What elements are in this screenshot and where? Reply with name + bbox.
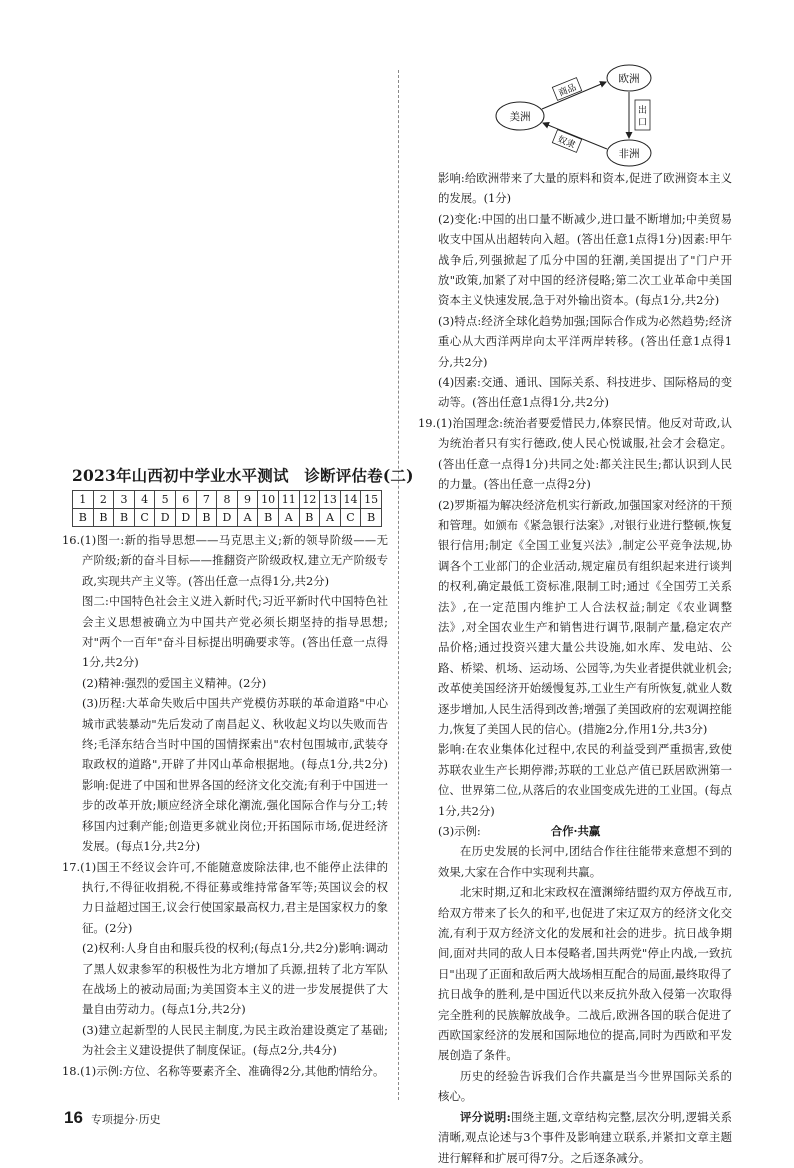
q-answer: B	[73, 509, 94, 527]
q-answer: C	[340, 509, 361, 527]
exam-title: 2023年山西初中学业水平测试 诊断评估卷(二)	[72, 466, 414, 485]
q-number: 6	[175, 491, 196, 509]
q-answer: B	[361, 509, 382, 527]
scoring-text: 围绕主题,文章结构完整,层次分明,逻辑关系清晰,观点论述与3个事件及影响建立联系,并紧扣文章主题进行解释和扩展可得7分。之后逐条减分。	[438, 1109, 732, 1165]
scoring-note	[418, 1107, 732, 1168]
page-footer	[64, 1108, 161, 1128]
q17-part2: (2)权利:人身自由和服兵役的权利;(每点1分,共2分)影响:调动了黑人奴隶参军的积极性为北方增加了兵源,扭转了北方军队在战场上的被动局面;为美国资本主义的进一步发展提供了大量自由劳动力。(每点1分,共2分)	[82, 941, 388, 1017]
trade-triangle-diagram	[490, 62, 680, 170]
q-answer: A	[320, 509, 341, 527]
q19-part3-header	[418, 821, 732, 841]
edge-label-slaves: 奴隶	[556, 134, 577, 151]
q18-part4: (4)因素:交通、通讯、国际关系、科技进步、国际格局的变动等。(答出任意1点得1分,共2分)	[438, 375, 732, 410]
q-answer: A	[278, 509, 299, 527]
answer-table-answers-row	[73, 509, 382, 527]
q-number: 5	[155, 491, 176, 509]
q-number: 10	[258, 491, 279, 509]
edge-label-goods: 商品	[557, 82, 578, 99]
q-answer: C	[134, 509, 155, 527]
q-answer: B	[196, 509, 217, 527]
q-number: 14	[340, 491, 361, 509]
scoring-label: 评分说明:	[460, 1109, 511, 1124]
node-africa-label: 非洲	[618, 148, 640, 160]
q18-impact: 影响:给欧洲带来了大量的原料和资本,促进了欧洲资本主义的发展。(1分)	[438, 171, 732, 206]
q-number: 11	[278, 491, 299, 509]
q-number: 2	[93, 491, 114, 509]
q-number: 13	[320, 491, 341, 509]
q-number: 8	[217, 491, 238, 509]
q-answer: B	[114, 509, 135, 527]
answer-table-numbers-row	[73, 491, 382, 509]
essay-paragraph-3: 历史的经验告诉我们合作共赢是当今世界国际关系的核心。	[438, 1068, 732, 1104]
q18-part2: (2)变化:中国的出口量不断减少,进口量不断增加;中美贸易收支中国从出超转向入超。(答出任意1点得1分)因素:甲午战争后,列强掀起了瓜分中国的狂潮,美国提出了"门户开放"政策,加紧了对中国的经济侵略;第二次工业革命中美国资本主义快速发展,急于对外输出资本。(每点1分,共2分)	[438, 211, 732, 308]
q-answer: D	[175, 509, 196, 527]
q-answer: B	[299, 509, 320, 527]
q17-part1: 17.(1)国王不经议会许可,不能随意废除法律,也不能停止法律的执行,不得征收捐税,不得征募或维持常备军等;英国议会的权力日益超过国王,议会行使国家最高权力,君主是国家权力的象征。(2分)	[62, 859, 388, 935]
essay-title: 合作·共赢	[550, 824, 601, 838]
q-number: 15	[361, 491, 382, 509]
q18-part1: 18.(1)示例:方位、名称等要素齐全、准确得2分,其他酌情给分。	[62, 1063, 385, 1078]
essay-paragraph-1: 在历史发展的长河中,团结合作往往能带来意想不到的效果,大家在合作中实现利共赢。	[438, 844, 732, 879]
q-number: 7	[196, 491, 217, 509]
q-answer: A	[237, 509, 258, 527]
q17-part3: (3)建立起新型的人民民主制度,为民主政治建设奠定了基础;为社会主义建设提供了制度保证。(每点2分,共4分)	[82, 1022, 388, 1058]
q-number: 12	[299, 491, 320, 509]
example-label: (3)示例:	[438, 824, 481, 838]
q-answer: B	[258, 509, 279, 527]
q19-part1: 19.(1)治国理念:统治者要爱惜民力,体察民情。他反对苛政,认为统治者只有实行德政,使人民心悦诚服,社会才会稳定。(答出任意一点得1分)共同之处:都关注民生;都认识到人民的力量。(答出任意一点得2分)	[418, 415, 732, 492]
q19-part2: (2)罗斯福为解决经济危机实行新政,加强国家对经济的干预和管理。如颁布《紧急银行法案》,对银行业进行整顿,恢复银行信用;制定《全国工业复兴法》,制定公平竞争法规,协调各个工业部门的企业活动,规定雇员有组织起来进行谈判的权利,确定最低工资标准,限制工时;通过《全国劳工关系法》,在一定范围内维护工人合法权益;制定《农业调整法》,对全国农业生产和销售进行调节,限制产量,稳定农产品价格;通过投资兴建大量公共设施,如水库、发电站、公路、桥梁、机场、运动场、公园等,为失业者提供就业机会;改革使美国经济开始缓慢复苏,工业生产有所恢复,就业人数逐步增加,人民生活得到改善;增强了美国政府的宏观调控能力,恢复了美国人民的信心。(措施2分,作用1分,共3分)	[438, 497, 732, 736]
q16-figure2: 图二:中国特色社会主义进入新时代;习近平新时代中国特色社会主义思想被确立为中国共产党必须长期坚持的指导思想;对"两个一百年"奋斗目标提出明确要求等。(答出任意一点得1分,共2分)	[82, 594, 388, 670]
column-divider	[398, 70, 399, 1100]
left-column	[62, 530, 388, 1081]
q16-part2: (2)精神:强烈的爱国主义精神。(2分)	[82, 675, 267, 690]
edge-label-export-1: 出	[637, 106, 648, 116]
q-answer: D	[155, 509, 176, 527]
q-number: 9	[237, 491, 258, 509]
q-answer: B	[93, 509, 114, 527]
essay-paragraph-2: 北宋时期,辽和北宋政权在澶渊缔结盟约双方停战互市,给双方带来了长久的和平,也促进了宋辽双方的经济文化交流,有利于双方经济文化的发展和社会的进步。抗日战争期间,面对共同的敌人日本侵略者,国共两党"停止内战,一致抗日"出现了正面和敌后两大战场相互配合的局面,最终取得了抗日战争的胜利,是中国近代以来反抗外敌入侵第一次取得完全胜利的民族解放战争。二战后,欧洲各国的联合促进了西欧国家经济的发展和国际地位的提高,同时为西欧和平发展创造了条件。	[438, 885, 732, 1063]
q19-part2-impact: 影响:在农业集体化过程中,农民的利益受到严重损害,致使苏联农业生产长期停滞;苏联的工业总产值已跃居欧洲第一位、世界第二位,从落后的农业国变成先进的工业国。(每点1分,共2分)	[438, 742, 732, 818]
node-america-label: 美洲	[509, 111, 531, 123]
right-column	[418, 168, 732, 1168]
node-europe-label: 欧洲	[618, 73, 640, 85]
q-answer: D	[217, 509, 238, 527]
footer-label: 专项提分·历史	[90, 1114, 161, 1126]
q-number: 4	[134, 491, 155, 509]
q18-part3: (3)特点:经济全球化趋势加强;国际合作成为必然趋势;经济重心从大西洋两岸向太平洋两岸转移。(答出任意1点得1分,共2分)	[438, 313, 732, 369]
q16-part3: (3)历程:大革命失败后中国共产党模仿苏联的革命道路"中心城市武装暴动"先后发动了南昌起义、秋收起义均以失败而告终;毛泽东结合当时中国的国情探索出"农村包围城市,武装夺取政权的道路",开辟了井冈山革命根据地。(每点1分,共2分)影响:促进了中国和世界各国的经济文化交流;有利于中国进一步的改革开放;顺应经济全球化潮流,强化国际合作与分工;转移国内过剩产能;创造更多就业岗位;开拓国际市场,促进经济发展。(每点1分,共2分)	[82, 696, 388, 854]
edge-label-export-2: 口	[637, 118, 648, 128]
answer-table	[72, 490, 382, 527]
q-number: 3	[114, 491, 135, 509]
page-number: 16	[64, 1108, 83, 1127]
q16-part1: 16.(1)图一:新的指导思想——马克思主义;新的领导阶级——无产阶级;新的奋斗目标——推翻资产阶级政权,建立无产阶级专政,实现共产主义等。(答出任意一点得1分,共2分)	[62, 533, 388, 588]
q-number: 1	[73, 491, 94, 509]
